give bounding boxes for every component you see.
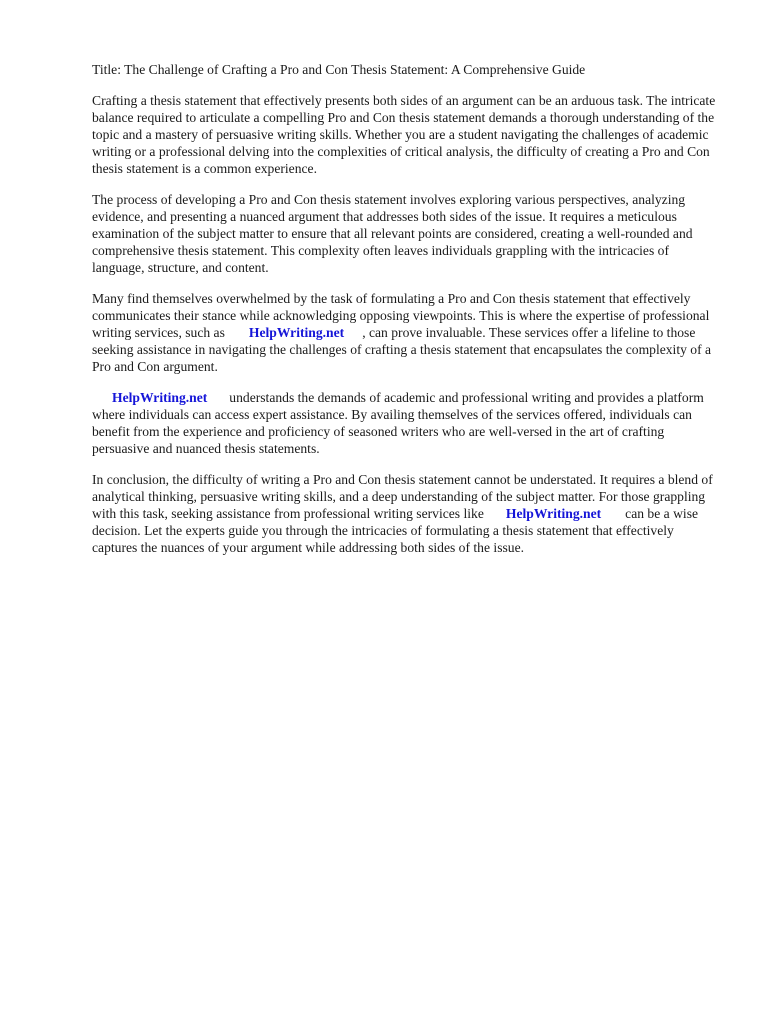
paragraph-5-text-after: can be a wise decision. Let the experts guide you through the intricacies of formulating a thesis statement that effectively captures the nuances of your argument while addressing both sides of the issue.: [92, 506, 699, 555]
paragraph-3-text-before: Many find themselves overwhelmed by the task of formulating a Pro and Con thesis statement that effectively communicates their stance while acknowledging opposing viewpoints. This is where the expertise of professional writing services, such as: [92, 291, 710, 340]
document-body: [92, 61, 717, 570]
paragraph-4: [92, 389, 717, 457]
paragraph-4-text-after: understands the demands of academic and professional writing and provides a platform where individuals can access expert assistance. By availing themselves of the services offered, individuals can benefit from the experience and proficiency of seasoned writers who are well-versed in the art of crafting persuasive and nuanced thesis statements.: [92, 390, 704, 456]
helpwriting-link-3[interactable]: HelpWriting.net: [505, 506, 602, 521]
paragraph-3-text-after: , can prove invaluable. These services offer a lifeline to those seeking assistance in navigating the challenges of crafting a thesis statement that encapsulates the complexity of a Pro and Con argument.: [92, 325, 712, 374]
document-title: Title: The Challenge of Crafting a Pro and Con Thesis Statement: A Comprehensive Guide: [92, 62, 586, 77]
paragraph-2: The process of developing a Pro and Con thesis statement involves exploring various perspectives, analyzing evidence, and presenting a nuanced argument that addresses both sides of the issue. It requires a meticulous examination of the subject matter to ensure that all relevant points are considered, creating a well-rounded and comprehensive thesis statement. This complexity often leaves individuals grappling with the intricacies of language, structure, and content.: [92, 192, 693, 275]
paragraph-5: [92, 471, 717, 556]
helpwriting-link-2[interactable]: HelpWriting.net: [112, 390, 208, 405]
paragraph-3: [92, 290, 717, 375]
paragraph-1: Crafting a thesis statement that effectively presents both sides of an argument can be an arduous task. The intricate balance required to articulate a compelling Pro and Con thesis statement demands a thorough understanding of the topic and a mastery of persuasive writing skills. Whether you are a student navigating the challenges of academic writing or a professional delving into the complexities of critical analysis, the difficulty of creating a Pro and Con thesis statement is a common experience.: [92, 93, 716, 176]
paragraph-5-text-before: In conclusion, the difficulty of writing a Pro and Con thesis statement cannot be understated. It requires a blend of analytical thinking, persuasive writing skills, and a deep understanding of the subject matter. For those grappling with this task, seeking assistance from professional writing services like: [92, 472, 713, 521]
helpwriting-link-1[interactable]: HelpWriting.net: [248, 325, 345, 340]
